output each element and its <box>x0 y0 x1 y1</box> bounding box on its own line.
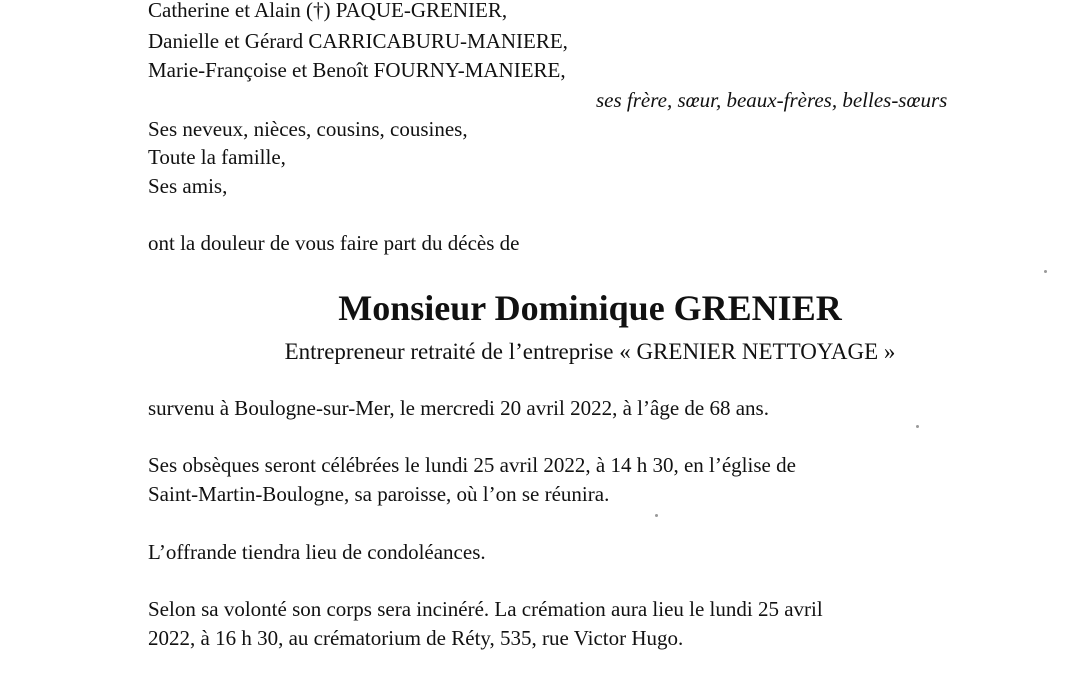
deceased-title: Entrepreneur retraité de l’entreprise « GRENIER NETTOYAGE » <box>284 339 896 364</box>
death-details: survenu à Boulogne-sur-Mer, le mercredi 20 avril 2022, à l’âge de 68 ans. <box>148 396 769 420</box>
family-member-line: Catherine et Alain (†) PAQUE-GRENIER, <box>148 0 508 22</box>
deceased-name: Monsieur Dominique GRENIER <box>338 288 842 328</box>
cremation-details-line: Selon sa volonté son corps sera incinéré. La crémation aura lieu le lundi 25 avril <box>148 597 823 621</box>
scan-speck <box>655 514 658 517</box>
cremation-details-line: 2022, à 16 h 30, au crématorium de Réty, 535, rue Victor Hugo. <box>148 626 684 650</box>
family-member-line: Marie-Françoise et Benoît FOURNY-MANIERE, <box>148 58 566 82</box>
announcement-text: ont la douleur de vous faire part du décès de <box>148 231 520 255</box>
scan-speck <box>1044 270 1047 273</box>
family-member-line: Danielle et Gérard CARRICABURU-MANIERE, <box>148 29 568 53</box>
relatives-line: Ses neveux, nièces, cousins, cousines, <box>148 117 468 141</box>
offering-notice: L’offrande tiendra lieu de condoléances. <box>148 540 486 564</box>
relatives-line: Ses amis, <box>148 174 228 198</box>
scan-speck <box>916 425 919 428</box>
relatives-line: Toute la famille, <box>148 145 286 169</box>
family-relation: ses frère, sœur, beaux-frères, belles-sœurs <box>596 88 948 112</box>
funeral-details-line: Saint-Martin-Boulogne, sa paroisse, où l’on se réunira. <box>148 482 610 506</box>
funeral-details-line: Ses obsèques seront célébrées le lundi 25 avril 2022, à 14 h 30, en l’église de <box>148 453 796 477</box>
